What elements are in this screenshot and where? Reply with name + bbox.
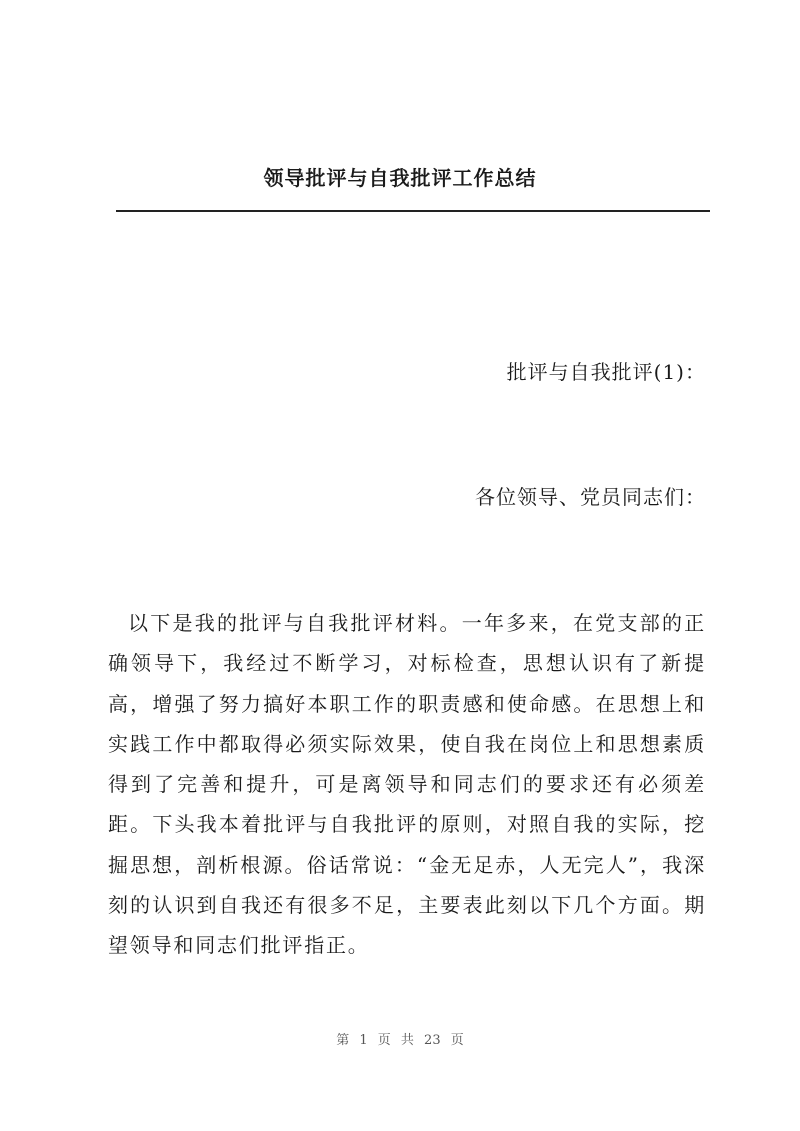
title-divider (116, 210, 710, 212)
page-number-footer: 第 1 页 共 23 页 (336, 1033, 464, 1048)
section-heading: 批评与自我批评(1)： (506, 360, 706, 384)
salutation: 各位领导、党员同志们： (475, 485, 706, 509)
document-title: 领导批评与自我批评工作总结 (263, 166, 537, 190)
body-paragraph: 以下是我的批评与自我批评材料。一年多来，在党支部的正确领导下，我经过不断学习，对标检查，思想认识有了新提高，增强了努力搞好本职工作的职责感和使命感。在思想上和实践工作中都取得必须实际效果，使自我在岗位上和思想素质得到了完善和提升，可是离领导和同志们的要求还有必须差距。下头我本着批评与自我批评的原则，对照自我的实际，挖掘思想，剖析根源。俗话常说：“金无足赤，人无完人”，我深刻的认识到自我还有很多不足，主要表此刻以下几个方面。期望领导和同志们批评指正。 (108, 611, 706, 958)
